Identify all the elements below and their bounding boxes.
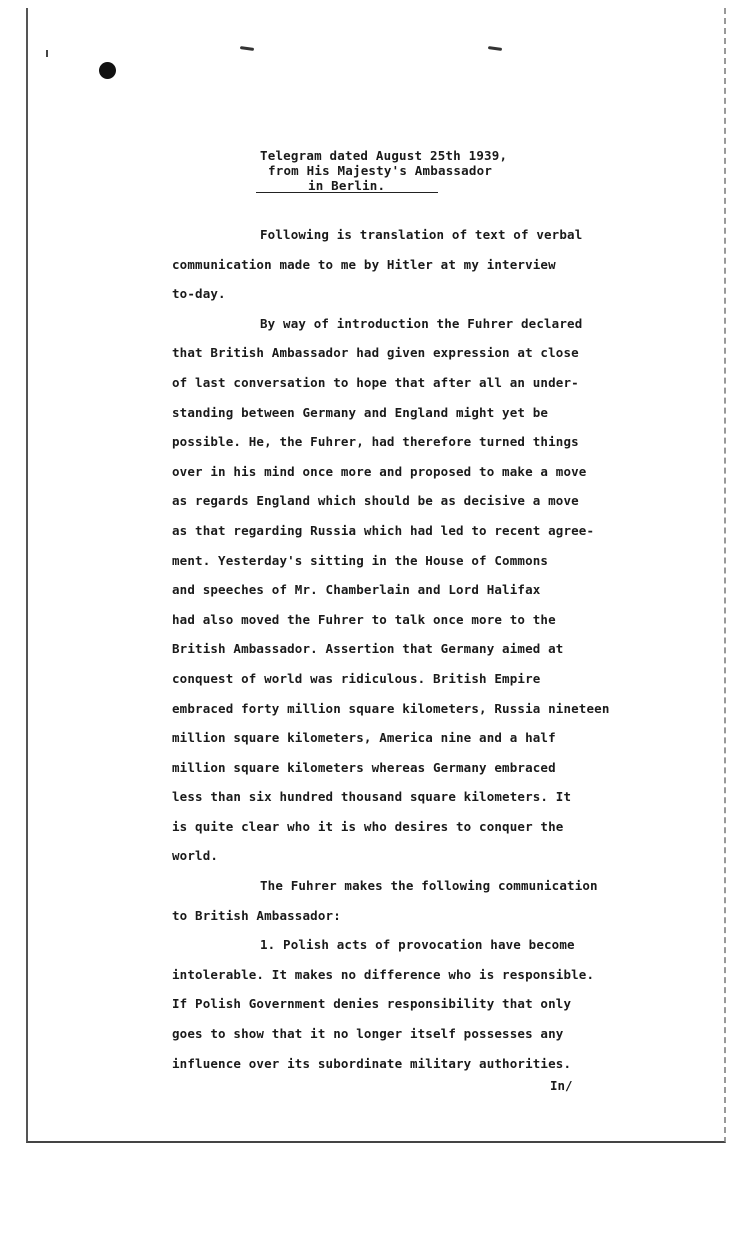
heading-underline [256,192,438,193]
heading-line-date: Telegram dated August 25th 1939, [260,148,508,163]
text-line: world. [172,848,219,864]
text-line: The Fuhrer makes the following communication [260,878,598,894]
text-line: possible. He, the Fuhrer, had therefore turned things [172,434,579,450]
text-line: standing between Germany and England might yet be [172,404,549,420]
heading-line-location: in Berlin. [308,178,386,193]
text-line: intolerable. It makes no difference who is responsible. [172,966,595,982]
telegram-body [172,220,712,1078]
text-line: to British Ambassador: [172,907,341,923]
text-line: communication made to me by Hitler at my interview [172,256,556,272]
text-line: of last conversation to hope that after all an under- [172,374,579,390]
text-line: as regards England which should be as decisive a move [172,493,579,509]
text-line: 1. Polish acts of provocation have become [260,937,575,953]
text-line: influence over its subordinate military authorities. [172,1055,572,1071]
text-line: ment. Yesterday's sitting in the House of Commons [172,552,549,568]
text-line: and speeches of Mr. Chamberlain and Lord Halifax [172,582,541,598]
text-line: that British Ambassador had given expression at close [172,345,579,361]
text-line: is quite clear who it is who desires to conquer the [172,818,564,834]
text-line: million square kilometers, America nine and a half [172,730,556,746]
text-line: goes to show that it no longer itself possesses any [172,1026,564,1042]
text-line: Following is translation of text of verbal [260,227,583,242]
text-line: to-day. [172,286,226,302]
heading-line-sender: from His Majesty's Ambassador [268,163,493,178]
text-line: embraced forty million square kilometers, Russia nineteen [172,700,610,716]
text-line: million square kilometers whereas Germany embraced [172,759,556,775]
text-line: over in his mind once more and proposed to make a move [172,463,587,479]
telegram-heading [200,148,600,193]
text-line: less than six hundred thousand square kilometers. It [172,789,572,805]
punch-hole-mark [99,62,116,79]
text-line: British Ambassador. Assertion that Germany aimed at [172,641,564,657]
text-line: as that regarding Russia which had led to recent agree- [172,522,595,538]
text-line: If Polish Government denies responsibility that only [172,996,572,1012]
text-line: conquest of world was ridiculous. British Empire [172,670,541,686]
scan-tick-mark [46,50,48,57]
page-catchword: In/ [550,1078,573,1093]
text-line: By way of introduction the Fuhrer declared [260,315,583,331]
text-line: had also moved the Fuhrer to talk once more to the [172,611,556,627]
